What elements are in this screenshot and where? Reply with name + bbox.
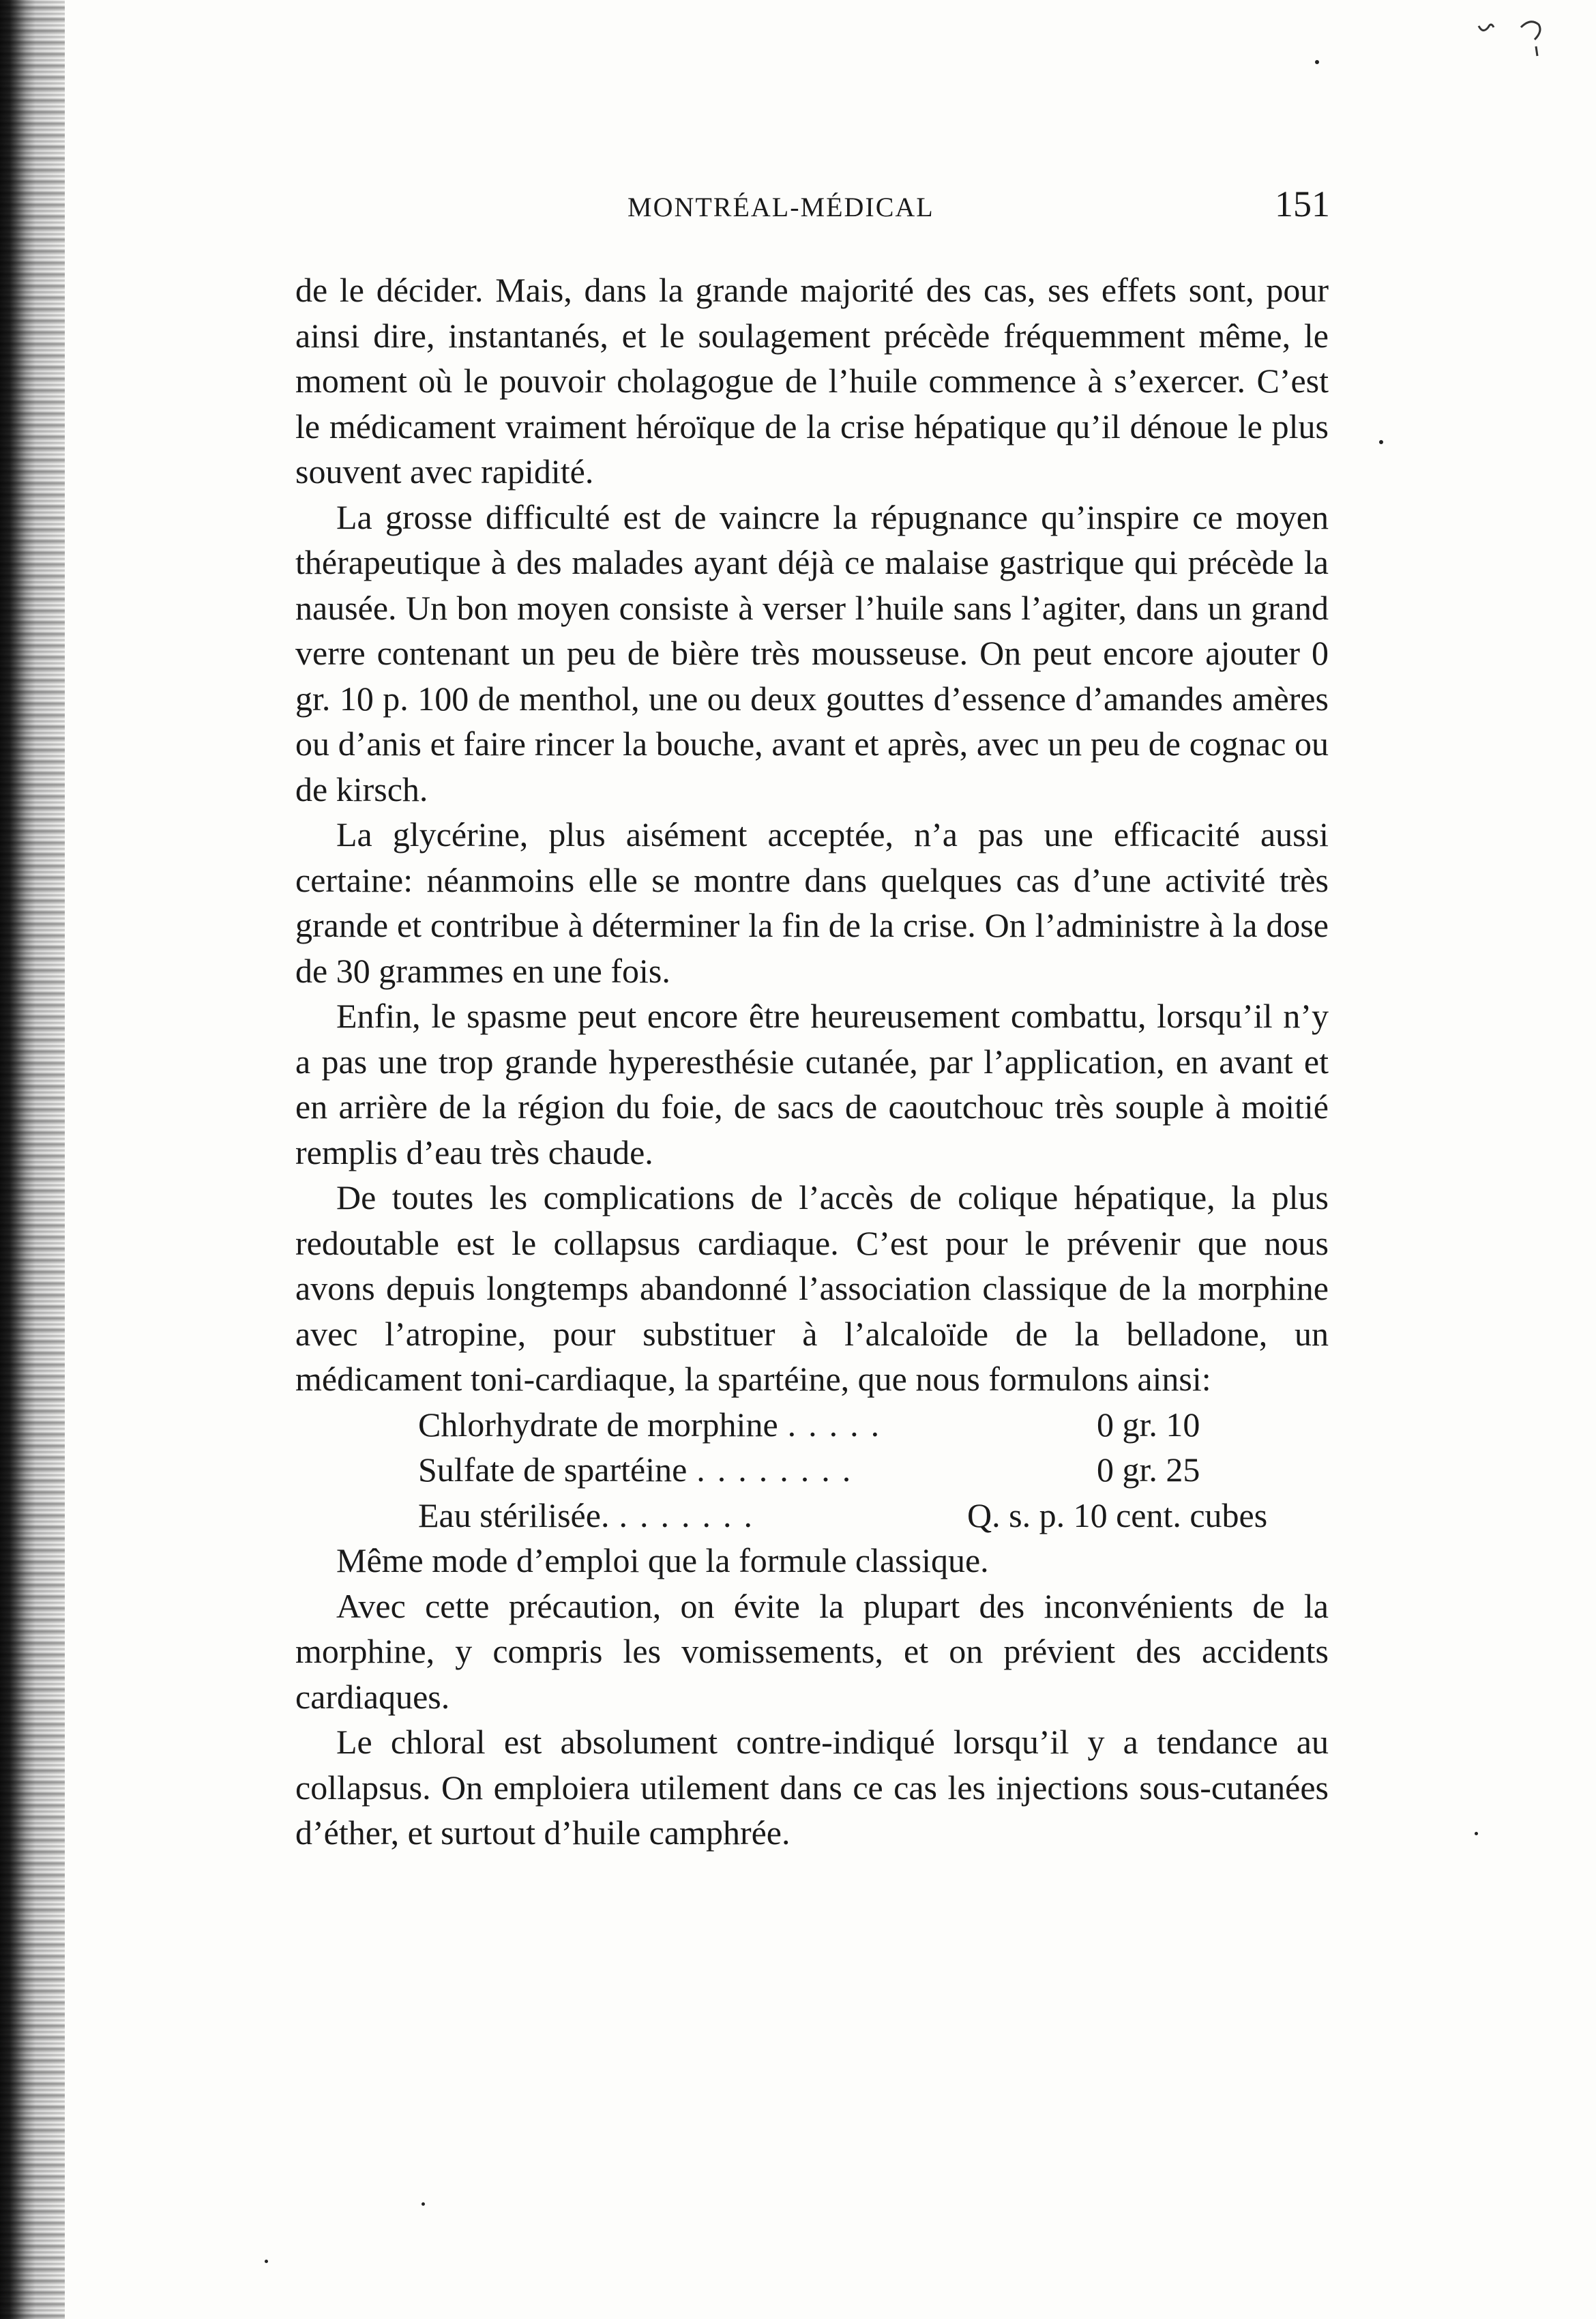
paragraph: Le chloral est absolument contre-indiqué lorsqu’il y a tendance au collapsus. On emploiera utilement dans ce cas les injections sous-cutanées d’éther, et surtout d’huile camphrée.: [295, 1723, 1329, 1852]
paragraph: de le décider. Mais, dans la grande majorité des cas, ses effets sont, pour ainsi dire, instantanés, et le soulagement précède fréquemment même, le moment où le pouvoir cholagogue de l’huile commence à s’exercer. C’est le médicament vraiment héroïque de la crise hépatique qu’il dénoue le plus souvent avec rapidité.: [295, 271, 1329, 491]
prescription-formula: [295, 1402, 1329, 1538]
ingredient-dose: 0 gr. 10: [1097, 1405, 1200, 1444]
paragraph: Avec cette précaution, on évite la plupart des inconvénients de la morphine, y compris les vomissements, et on prévient des accidents cardiaques.: [295, 1586, 1329, 1716]
leader-dots: ........: [696, 1450, 863, 1489]
paragraph: La grosse difficulté est de vaincre la répugnance qu’inspire ce moyen thérapeutique à des malades ayant déjà ce malaise gastrique qui précède la nausée. Un bon moyen consiste à verser l’huile sans l’agiter, dans un grand verre contenant un peu de bière très mousseuse. On peut encore ajouter 0 gr. 10 p. 100 de menthol, une ou deux gouttes d’essence d’amandes amères ou d’anis et faire rincer la bouche, avant et après, avec un peu de cognac ou de kirsch.: [295, 497, 1329, 808]
ink-speck: [1315, 60, 1319, 64]
ingredient-name: Chlorhydrate de morphine: [418, 1405, 778, 1444]
paragraph: Enfin, le spasme peut encore être heureusement combattu, lorsqu’il n’y a pas une trop grande hyperesthésie cutanée, par l’application, en avant et en arrière de la région du foie, de sacs de caoutchouc très souple à moitié remplis d’eau très chaude.: [295, 997, 1329, 1171]
running-head: [293, 183, 1330, 237]
body-text: [295, 267, 1329, 1856]
leader-dots: .....: [787, 1405, 892, 1444]
page-number: 151: [1275, 184, 1330, 224]
running-title: MONTRÉAL-MÉDICAL: [627, 192, 934, 222]
formula-line: [418, 1493, 1329, 1538]
paragraph: De toutes les complications de l’accès de colique hépatique, la plus redoutable est le collapsus cardiaque. C’est pour le prévenir que nous avons depuis longtemps abandonné l’association classique de la morphine avec l’atropine, pour substituer à l’alcaloïde de la belladone, un médicament toni-cardiaque, la spartéine, que nous formulons ainsi:: [295, 1178, 1329, 1398]
paragraph: Même mode d’emploi que la formule classique.: [336, 1541, 989, 1579]
ink-speck: [265, 2260, 268, 2263]
leader-dots: .......: [619, 1496, 765, 1534]
corner-ink-mark: [1473, 12, 1555, 60]
ink-speck: [1379, 440, 1383, 444]
scan-binding-edge: [0, 0, 65, 2319]
formula-line: [418, 1402, 1329, 1448]
ingredient-dose: Q. s. p. 10 cent. cubes: [967, 1496, 1268, 1534]
paragraph: La glycérine, plus aisément acceptée, n’a pas une efficacité aussi certaine: néanmoins elle se montre dans quelques cas d’une activité très grande et contribue à déterminer la fin de la crise. On l’administre à la dose de 30 grammes en une fois.: [295, 815, 1329, 990]
ingredient-name: Sulfate de spartéine: [418, 1450, 688, 1489]
ingredient-name: Eau stérilisée.: [418, 1496, 610, 1534]
ingredient-dose: 0 gr. 25: [1097, 1450, 1200, 1489]
formula-line: [418, 1447, 1329, 1493]
ink-speck: [422, 2202, 425, 2206]
ink-speck: [1475, 1832, 1478, 1835]
